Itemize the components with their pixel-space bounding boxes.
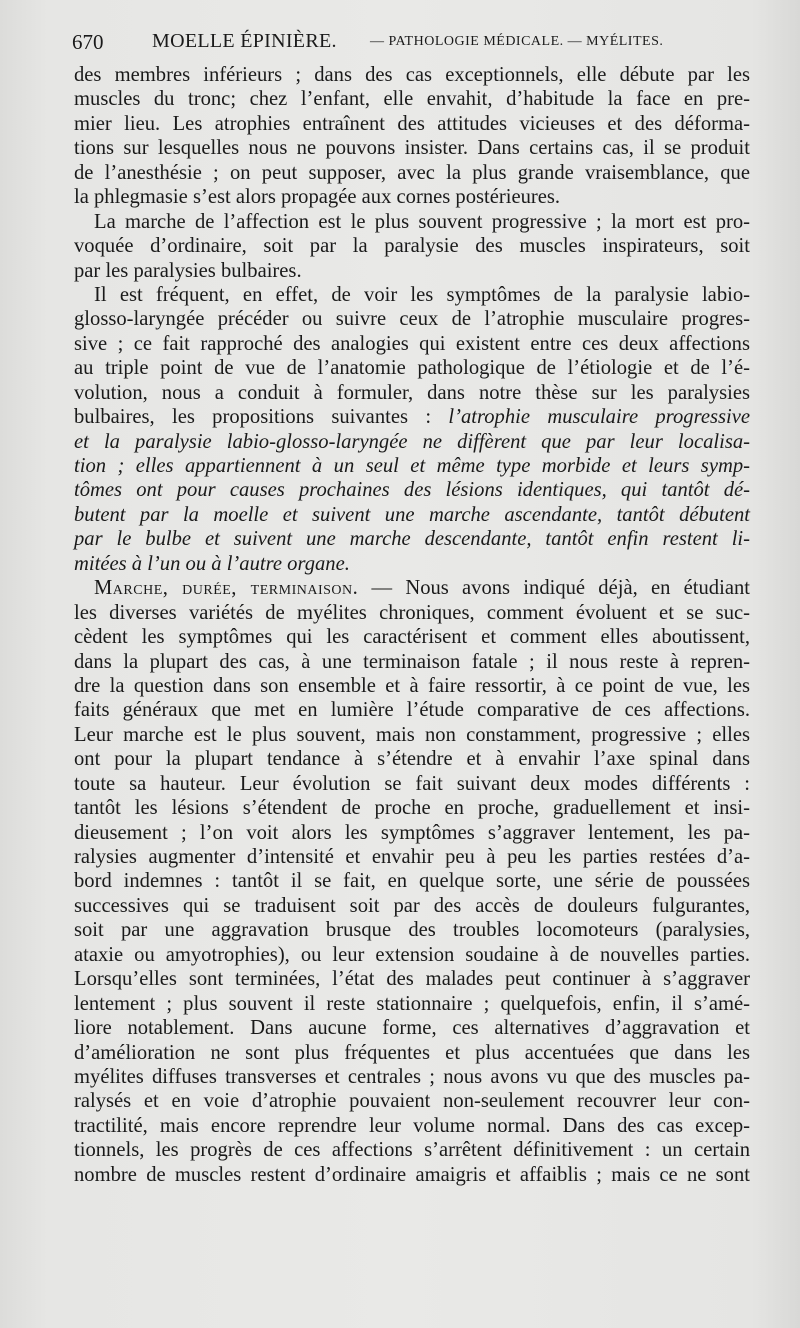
text-line: tantôt les lésions s’étendent de proche en proche, graduellement et insi- xyxy=(74,797,750,820)
text-line: tions sur lesquelles nous ne pouvons insister. Dans certains cas, il se produit xyxy=(74,137,750,160)
text-line: Il est fréquent, en effet, de voir les symptômes de la paralysie labio- xyxy=(94,283,750,306)
text-line: La marche de l’affection est le plus souvent progressive ; la mort est pro- xyxy=(94,210,750,233)
text-line: nombre de muscles restent d’ordinaire amaigris et affaiblis ; mais ce ne sont xyxy=(74,1163,750,1186)
text-line xyxy=(74,405,750,429)
text-line: faits généraux que met en lumière l’étude comparative de ces affections. xyxy=(74,699,750,722)
text-line: par les paralysies bulbaires. xyxy=(74,259,302,282)
text-line: volution, nous a conduit à formuler, dans notre thèse sur les paralysies xyxy=(74,381,750,404)
text-line xyxy=(74,576,750,600)
italic-segment: tion ; elles appartiennent à un seul et même type morbide et leurs symp- xyxy=(74,455,750,477)
page-number: 670 xyxy=(72,30,104,54)
text-line: successives qui se traduisent soit par des accès de douleurs fulgurantes, xyxy=(74,894,750,917)
text-segment: bulbaires, les propositions suivantes : xyxy=(74,406,432,429)
text-line: liore notablement. Dans aucune forme, ces alternatives d’aggravation et xyxy=(74,1017,750,1040)
text-line: toute sa hauteur. Leur évolution se fait suivant deux modes différents : xyxy=(74,772,750,795)
text-line: les diverses variétés de myélites chroniques, comment évoluent et se suc- xyxy=(74,601,750,624)
text-line: d’amélioration ne sont plus fréquentes et plus accentuées que dans les xyxy=(74,1041,750,1064)
body-text xyxy=(74,63,750,1187)
text-line: glosso-laryngée précéder ou suivre ceux de l’atrophie musculaire progres- xyxy=(74,308,750,331)
text-line: ataxie ou amyotrophies), ou leur extension soudaine à de nouvelles parties. xyxy=(74,943,750,966)
text-line: ralysés et en voie d’atrophie pouvaient non-seulement recouvrer leur con- xyxy=(74,1090,750,1113)
text-line: ralysies augmenter d’intensité et envahir peu à peu les parties restées d’a- xyxy=(74,846,750,868)
text-line xyxy=(74,454,750,478)
text-segment: — Nous avons indiqué déjà, en étudiant xyxy=(371,577,750,600)
text-line: sive ; ce fait rapproché des analogies qui existent entre ces deux affections xyxy=(74,332,750,355)
text-line: au triple point de vue de l’anatomie pathologique de l’étiologie et de l’é- xyxy=(74,357,750,380)
italic-segment: et la paralysie labio-glosso-laryngée ne diffèrent que par leur localisa- xyxy=(74,430,750,453)
text-line: dre la question dans son ensemble et à faire ressortir, à ce point de vue, les xyxy=(74,674,750,697)
running-header xyxy=(72,30,752,58)
subsection-title: — PATHOLOGIE MÉDICALE. — MYÉLITES. xyxy=(370,34,664,49)
section-heading: Marche, durée, terminaison. xyxy=(94,577,359,600)
text-line xyxy=(74,503,750,527)
text-line: Leur marche est le plus souvent, mais non constamment, progressive ; elles xyxy=(74,723,750,746)
text-line: ont pour la plupart tendance à s’étendre et à envahir l’axe spinal dans xyxy=(74,748,750,771)
text-line: mier lieu. Les atrophies entraînent des attitudes vicieuses et des déforma- xyxy=(74,112,750,135)
text-line xyxy=(74,430,750,454)
italic-segment: butent par la moelle et suivent une marche ascendante, tantôt débutent xyxy=(74,503,750,526)
section-title: MOELLE ÉPINIÈRE. xyxy=(152,30,337,52)
text-line xyxy=(74,527,750,551)
italic-segment: par le bulbe et suivent une marche descendante, tantôt enfin restent li- xyxy=(74,528,750,551)
text-line: Lorsqu’elles sont terminées, l’état des malades peut continuer à s’aggraver xyxy=(74,968,750,991)
text-line: voquée d’ordinaire, soit par la paralysie des muscles inspirateurs, soit xyxy=(74,235,750,258)
text-line xyxy=(74,478,750,502)
text-line: myélites diffuses transverses et centrales ; nous avons vu que des muscles pa- xyxy=(74,1065,750,1088)
text-line: de l’anesthésie ; on peut supposer, avec la plus grande vraisemblance, que xyxy=(74,161,750,184)
text-line: dans la plupart des cas, à une terminaison fatale ; il nous reste à repren- xyxy=(74,650,750,673)
italic-segment: tômes ont pour causes prochaines des lésions identiques, qui tantôt dé- xyxy=(74,479,750,502)
text-line: la phlegmasie s’est alors propagée aux cornes postérieures. xyxy=(74,186,561,209)
text-line: bord indemnes : tantôt il se fait, en quelque sorte, une série de poussées xyxy=(74,870,750,893)
text-line: lentement ; plus souvent il reste stationnaire ; quelquefois, enfin, il s’amé- xyxy=(74,992,750,1015)
text-line: cèdent les symptômes qui les caractérisent et comment elles aboutissent, xyxy=(74,626,750,649)
text-line xyxy=(74,552,750,576)
text-line: dieusement ; l’on voit alors les symptômes s’aggraver lentement, les pa- xyxy=(74,821,750,844)
text-line: tionnels, les progrès de ces affections s’arrêtent définitivement : un certain xyxy=(74,1139,750,1162)
text-line: des membres inférieurs ; dans des cas exceptionnels, elle débute par les xyxy=(74,64,750,86)
italic-segment: l’atrophie musculaire progressive xyxy=(448,406,750,429)
text-line: soit par une aggravation brusque des troubles locomoteurs (paralysies, xyxy=(74,919,750,942)
text-line: tractilité, mais encore reprendre leur volume normal. Dans des cas excep- xyxy=(74,1114,750,1137)
italic-segment: mitées à l’un ou à l’autre organe. xyxy=(74,552,350,575)
text-line: muscles du tronc; chez l’enfant, elle envahit, d’habitude la face en pre- xyxy=(74,88,750,111)
